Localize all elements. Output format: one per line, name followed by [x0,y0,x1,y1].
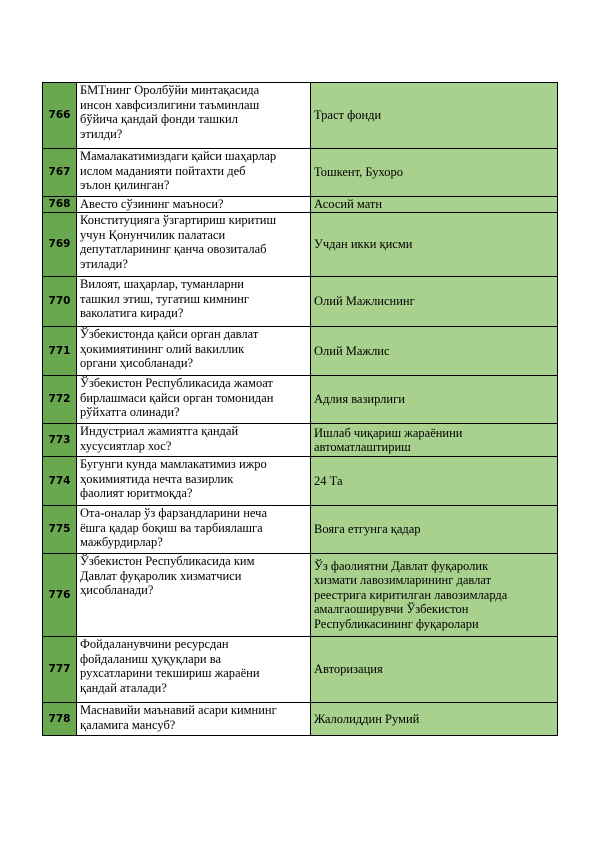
answer-text-line: Авторизация [314,662,383,677]
question-text-line: қаламига мансуб? [80,717,176,732]
answer-text-line: реестрига киритилган лавозимларда [314,587,508,602]
answer-cell [311,197,558,213]
question-cell [77,457,311,506]
question-cell [77,554,311,637]
answer-cell [311,83,558,149]
answer-text-line: Республикасининг фуқаролари [314,616,479,631]
question-text-line: бўйича қандай фонди ташкил [80,112,238,126]
table-row [43,506,558,554]
question-text-line: хусусиятлар хос? [80,438,172,453]
answer-text-line: Олий Мажлис [314,343,390,358]
question-text-line: Конституцияга ўзгартириш киритиш [80,213,277,227]
question-text-line: БМТнинг Оролбўйи минтақасида [80,83,260,97]
question-cell [77,376,311,424]
answer-cell [311,424,558,457]
table-row [43,213,558,277]
answer-text-line: Ўз фаолиятни Давлат фуқаролик [314,558,489,573]
table-row [43,703,558,736]
question-number: 771 [43,327,77,376]
question-text-line: Ўзбекистон Республикасида жамоат [80,376,273,390]
question-text-line: фаолият юритмоқда? [80,486,193,500]
answer-cell [311,703,558,736]
question-text-line: мажбурдирлар? [80,535,163,549]
question-text-line: Мамалакатимиздаги қайси шаҳарлар [80,149,277,163]
question-cell [77,277,311,327]
table-row [43,197,558,213]
question-cell [77,703,311,736]
question-text-line: Ўзбекистонда қайси орган давлат [80,327,259,341]
question-text-line: фойдаланиш ҳуқуқлари ва [80,651,222,666]
question-cell [77,197,311,213]
answer-text-line: 24 Та [314,473,343,488]
table-row [43,327,558,376]
answer-text-line: Адлия вазирлиги [314,392,405,407]
question-text-line: ҳокимиятининг олий вакиллик [80,341,245,356]
question-number: 770 [43,277,77,327]
question-number: 773 [43,424,77,457]
question-text-line: органи ҳисобланади? [80,356,194,370]
question-text-line: Ўзбекистон Республикасида ким [80,554,255,568]
answer-cell [311,213,558,277]
question-text-line: этилади? [80,256,128,271]
table-row [43,554,558,637]
question-text-line: Индустриал жамиятга қандай [80,424,239,438]
question-text-line: ислом маданияти пойтахти деб [80,163,246,178]
answer-cell [311,376,558,424]
question-cell [77,506,311,554]
question-text-line: инсон хавфсизлигини таъминлаш [80,97,260,112]
answer-cell [311,554,558,637]
question-text-line: ҳокимиятида нечта вазирлик [80,471,234,486]
question-number: 777 [43,637,77,703]
question-text-line: ёшга қадар боқиш ва тарбиялашга [80,520,263,535]
question-text-line: бирлашмаси қайси орган томонидан [80,390,274,405]
table-row [43,83,558,149]
answer-text-line: Жалолиддин Румий [314,711,420,726]
question-number: 767 [43,149,77,197]
question-text-line: эълон қилинган? [80,178,170,192]
question-number: 778 [43,703,77,736]
answer-text-line: Ишлаб чиқариш жараёнини [314,425,463,440]
table-row [43,637,558,703]
question-text-line: Давлат фуқаролик хизматчиси [80,568,242,583]
answer-text-line: автоматлаштириш [314,440,411,454]
answer-cell [311,457,558,506]
question-cell [77,213,311,277]
question-text-line: ҳисобланади? [80,583,154,597]
question-number: 768 [43,197,77,213]
question-cell [77,424,311,457]
question-text-line: Ота-оналар ўз фарзандларини неча [80,506,267,520]
question-number: 766 [43,83,77,149]
question-text-line: рухсатларини текшириш жараёни [80,666,260,680]
question-cell [77,327,311,376]
answer-cell [311,506,558,554]
table-row [43,457,558,506]
question-text-line: ваколатига киради? [80,306,184,320]
question-text-line: қандай аталади? [80,680,167,695]
answer-cell [311,277,558,327]
answer-cell [311,149,558,197]
qa-table [42,82,558,736]
question-cell [77,83,311,149]
answer-text-line: Учдан икки қисми [314,237,413,252]
answer-cell [311,637,558,703]
question-text-line: ташкил этиш, тугатиш кимнинг [80,291,249,306]
table-row [43,376,558,424]
question-text-line: этилди? [80,126,123,141]
answer-text-line: Олий Мажлиснинг [314,294,415,309]
answer-text-line: Асосий матн [314,197,383,212]
question-number: 769 [43,213,77,277]
table-row [43,149,558,197]
question-text-line: Вилоят, шаҳарлар, туманларни [80,277,245,291]
table-row [43,424,558,457]
qa-table-body [43,83,558,736]
question-number: 775 [43,506,77,554]
answer-text-line: хизмати лавозимларининг давлат [314,573,492,588]
question-text-line: Авесто сўзининг маъноси? [80,197,224,211]
question-text-line: депутатларининг қанча овозиталаб [80,242,267,256]
question-text-line: учун Қонунчилик палатаси [80,227,226,242]
answer-text-line: амалгаоширувчи Ўзбекистон [314,602,469,617]
answer-text-line: Траст фонди [314,108,382,123]
question-text-line: Бугунги кунда мамлакатимиз ижро [80,457,267,471]
question-cell [77,149,311,197]
question-text-line: Фойдаланувчини ресурсдан [80,637,229,651]
answer-cell [311,327,558,376]
answer-text-line: Тошкент, Бухоро [314,165,403,180]
question-cell [77,637,311,703]
answer-text-line: Вояга етгунга қадар [314,522,421,537]
question-number: 774 [43,457,77,506]
question-text-line: рўйхатга олинади? [80,405,180,419]
table-row [43,277,558,327]
question-text-line: Маснавийи маънавий асари кимнинг [80,703,277,717]
question-number: 776 [43,554,77,637]
question-number: 772 [43,376,77,424]
